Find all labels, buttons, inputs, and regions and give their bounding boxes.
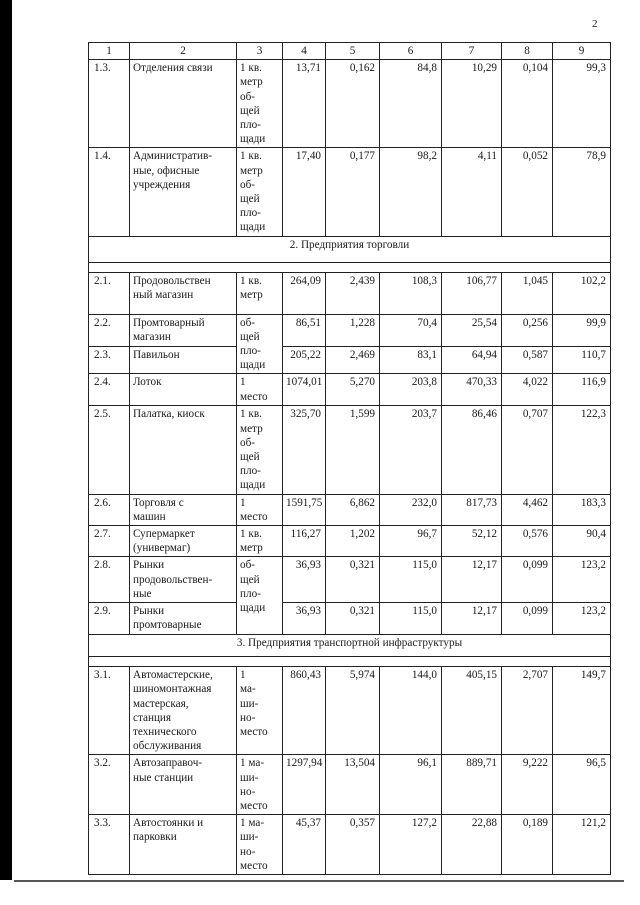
- spacer-row: [89, 262, 611, 272]
- header-cell: 2: [130, 43, 237, 60]
- row-index: 1.4.: [89, 148, 130, 236]
- row-unit: 1 ма- ши- но- место: [237, 755, 283, 815]
- cell-c5: 0,177: [326, 148, 380, 236]
- cell-c7: 817,73: [442, 494, 502, 525]
- cell-c8: 0,256: [502, 314, 553, 347]
- cell-c7: 106,77: [442, 272, 502, 314]
- cell-c5: 1,202: [326, 526, 380, 557]
- cell-c7: 4,11: [442, 148, 502, 236]
- section-row: [89, 635, 611, 657]
- cell-c6: 108,3: [380, 272, 442, 314]
- cell-c8: 4,462: [502, 494, 553, 525]
- row-index: 2.5.: [89, 406, 130, 494]
- cell-c9: 122,3: [553, 406, 611, 494]
- row-unit: 1 кв. метр: [237, 526, 283, 557]
- cell-c5: 13,504: [326, 755, 380, 815]
- cell-c7: 22,88: [442, 815, 502, 875]
- table-row: [89, 148, 611, 236]
- row-index: 2.8.: [89, 557, 130, 603]
- cell-c8: 2,707: [502, 667, 553, 755]
- header-cell: 6: [380, 43, 442, 60]
- cell-c9: 110,7: [553, 347, 611, 374]
- cell-c4: 116,27: [283, 526, 326, 557]
- cell-c8: 9,222: [502, 755, 553, 815]
- cell-c8: 0,052: [502, 148, 553, 236]
- row-name: Административ- ные, офисные учреждения: [130, 148, 237, 236]
- row-unit: 1 ма- ши- но- место: [237, 667, 283, 755]
- row-name: Рынки продовольствен- ные: [130, 557, 237, 603]
- cell-c4: 13,71: [283, 60, 326, 148]
- table-row: [89, 557, 611, 603]
- cell-c4: 1297,94: [283, 755, 326, 815]
- table-row: [89, 667, 611, 755]
- row-index: 1.3.: [89, 60, 130, 148]
- row-name: Павильон: [130, 347, 237, 374]
- cell-c4: 45,37: [283, 815, 326, 875]
- cell-c7: 25,54: [442, 314, 502, 347]
- cell-c5: 6,862: [326, 494, 380, 525]
- header-cell: 4: [283, 43, 326, 60]
- cell-c5: 1,228: [326, 314, 380, 347]
- table-row: [89, 526, 611, 557]
- row-unit: 1 ма- ши- но- место: [237, 815, 283, 875]
- row-name: Палатка, киоск: [130, 406, 237, 494]
- cell-c9: 99,3: [553, 60, 611, 148]
- cell-c6: 127,2: [380, 815, 442, 875]
- row-index: 2.3.: [89, 347, 130, 374]
- page-number: 2: [592, 18, 598, 30]
- cell-c4: 36,93: [283, 557, 326, 603]
- cell-c9: 99,9: [553, 314, 611, 347]
- cell-c7: 470,33: [442, 374, 502, 406]
- row-name: Отделения связи: [130, 60, 237, 148]
- cell-c5: 0,357: [326, 815, 380, 875]
- cell-c5: 0,162: [326, 60, 380, 148]
- header-cell: 7: [442, 43, 502, 60]
- row-index: 2.4.: [89, 374, 130, 406]
- cell-c9: 123,2: [553, 557, 611, 603]
- cell-c9: 183,3: [553, 494, 611, 525]
- cell-c7: 12,17: [442, 603, 502, 635]
- cell-c4: 264,09: [283, 272, 326, 314]
- cell-c7: 12,17: [442, 557, 502, 603]
- cell-c8: 4,022: [502, 374, 553, 406]
- cell-c6: 70,4: [380, 314, 442, 347]
- table-row: [89, 815, 611, 875]
- cell-c6: 84,8: [380, 60, 442, 148]
- cell-c5: 5,270: [326, 374, 380, 406]
- cell-c8: 0,576: [502, 526, 553, 557]
- row-index: 3.1.: [89, 667, 130, 755]
- row-name: Автостоянки и парковки: [130, 815, 237, 875]
- cell-c8: 0,104: [502, 60, 553, 148]
- cell-c6: 83,1: [380, 347, 442, 374]
- scan-edge-left: [0, 0, 12, 880]
- table-row: [89, 406, 611, 494]
- header-row: [89, 43, 611, 60]
- cell-c9: 78,9: [553, 148, 611, 236]
- row-name: Продовольствен ный магазин: [130, 272, 237, 314]
- row-unit: об- щей пло- щади: [237, 314, 283, 374]
- table-row: [89, 374, 611, 406]
- cell-c8: 1,045: [502, 272, 553, 314]
- row-name: Лоток: [130, 374, 237, 406]
- header-cell: 1: [89, 43, 130, 60]
- cell-c7: 405,15: [442, 667, 502, 755]
- cell-c8: 0,099: [502, 557, 553, 603]
- cell-c9: 121,2: [553, 815, 611, 875]
- cell-c5: 5,974: [326, 667, 380, 755]
- cell-c4: 1074,01: [283, 374, 326, 406]
- cell-c8: 0,587: [502, 347, 553, 374]
- spacer-cell: [89, 657, 611, 667]
- cell-c5: 0,321: [326, 557, 380, 603]
- row-index: 2.7.: [89, 526, 130, 557]
- cell-c6: 96,7: [380, 526, 442, 557]
- cell-c9: 123,2: [553, 603, 611, 635]
- cell-c4: 325,70: [283, 406, 326, 494]
- section-row: [89, 236, 611, 262]
- row-name: Автомастерские, шиномонтажная мастерская, станция технического обслуживания: [130, 667, 237, 755]
- spacer-row: [89, 657, 611, 667]
- cell-c6: 115,0: [380, 557, 442, 603]
- table-row: [89, 347, 611, 374]
- cell-c8: 0,189: [502, 815, 553, 875]
- row-index: 3.2.: [89, 755, 130, 815]
- cell-c4: 1591,75: [283, 494, 326, 525]
- row-unit: 1 место: [237, 494, 283, 525]
- cell-c9: 116,9: [553, 374, 611, 406]
- table-row: [89, 314, 611, 347]
- header-cell: 9: [553, 43, 611, 60]
- cell-c6: 98,2: [380, 148, 442, 236]
- table-row: [89, 60, 611, 148]
- row-name: Промтоварный магазин: [130, 314, 237, 347]
- cell-c4: 36,93: [283, 603, 326, 635]
- row-index: 2.6.: [89, 494, 130, 525]
- cell-c9: 96,5: [553, 755, 611, 815]
- section-title: 2. Предприятия торговли: [89, 236, 611, 262]
- cell-c5: 0,321: [326, 603, 380, 635]
- row-name: Торговля с машин: [130, 494, 237, 525]
- cell-c7: 10,29: [442, 60, 502, 148]
- cell-c4: 86,51: [283, 314, 326, 347]
- cell-c4: 17,40: [283, 148, 326, 236]
- cell-c8: 0,707: [502, 406, 553, 494]
- row-unit: 1 кв. метр об- щей пло- щади: [237, 148, 283, 236]
- header-cell: 8: [502, 43, 553, 60]
- header-cell: 3: [237, 43, 283, 60]
- cell-c5: 1,599: [326, 406, 380, 494]
- section-title: 3. Предприятия транспортной инфраструктуры: [89, 635, 611, 657]
- cell-c5: 2,439: [326, 272, 380, 314]
- cell-c9: 149,7: [553, 667, 611, 755]
- cell-c6: 96,1: [380, 755, 442, 815]
- row-index: 2.2.: [89, 314, 130, 347]
- row-name: Рынки промтоварные: [130, 603, 237, 635]
- cell-c8: 0,099: [502, 603, 553, 635]
- cell-c6: 115,0: [380, 603, 442, 635]
- header-cell: 5: [326, 43, 380, 60]
- row-index: 3.3.: [89, 815, 130, 875]
- table-row: [89, 494, 611, 525]
- row-name: Автозаправоч- ные станции: [130, 755, 237, 815]
- row-index: 2.9.: [89, 603, 130, 635]
- cell-c4: 205,22: [283, 347, 326, 374]
- cell-c5: 2,469: [326, 347, 380, 374]
- cell-c4: 860,43: [283, 667, 326, 755]
- row-unit: об- щей пло- щади: [237, 557, 283, 635]
- row-unit: 1 кв. метр об- щей пло- щади: [237, 406, 283, 494]
- row-unit: 1 кв. метр об- щей пло- щади: [237, 60, 283, 148]
- table-row: [89, 755, 611, 815]
- cell-c9: 102,2: [553, 272, 611, 314]
- table-row: [89, 603, 611, 635]
- row-index: 2.1.: [89, 272, 130, 314]
- row-unit: 1 кв. метр: [237, 272, 283, 314]
- cell-c6: 144,0: [380, 667, 442, 755]
- cell-c7: 64,94: [442, 347, 502, 374]
- cell-c6: 232,0: [380, 494, 442, 525]
- cell-c7: 889,71: [442, 755, 502, 815]
- cell-c7: 52,12: [442, 526, 502, 557]
- cell-c9: 90,4: [553, 526, 611, 557]
- row-name: Супермаркет (универмаг): [130, 526, 237, 557]
- cell-c6: 203,8: [380, 374, 442, 406]
- row-unit: 1 место: [237, 374, 283, 406]
- table-row: [89, 272, 611, 314]
- scan-edge-bottom: [14, 880, 624, 882]
- cell-c6: 203,7: [380, 406, 442, 494]
- cell-c7: 86,46: [442, 406, 502, 494]
- spacer-cell: [89, 262, 611, 272]
- data-table: [88, 42, 611, 875]
